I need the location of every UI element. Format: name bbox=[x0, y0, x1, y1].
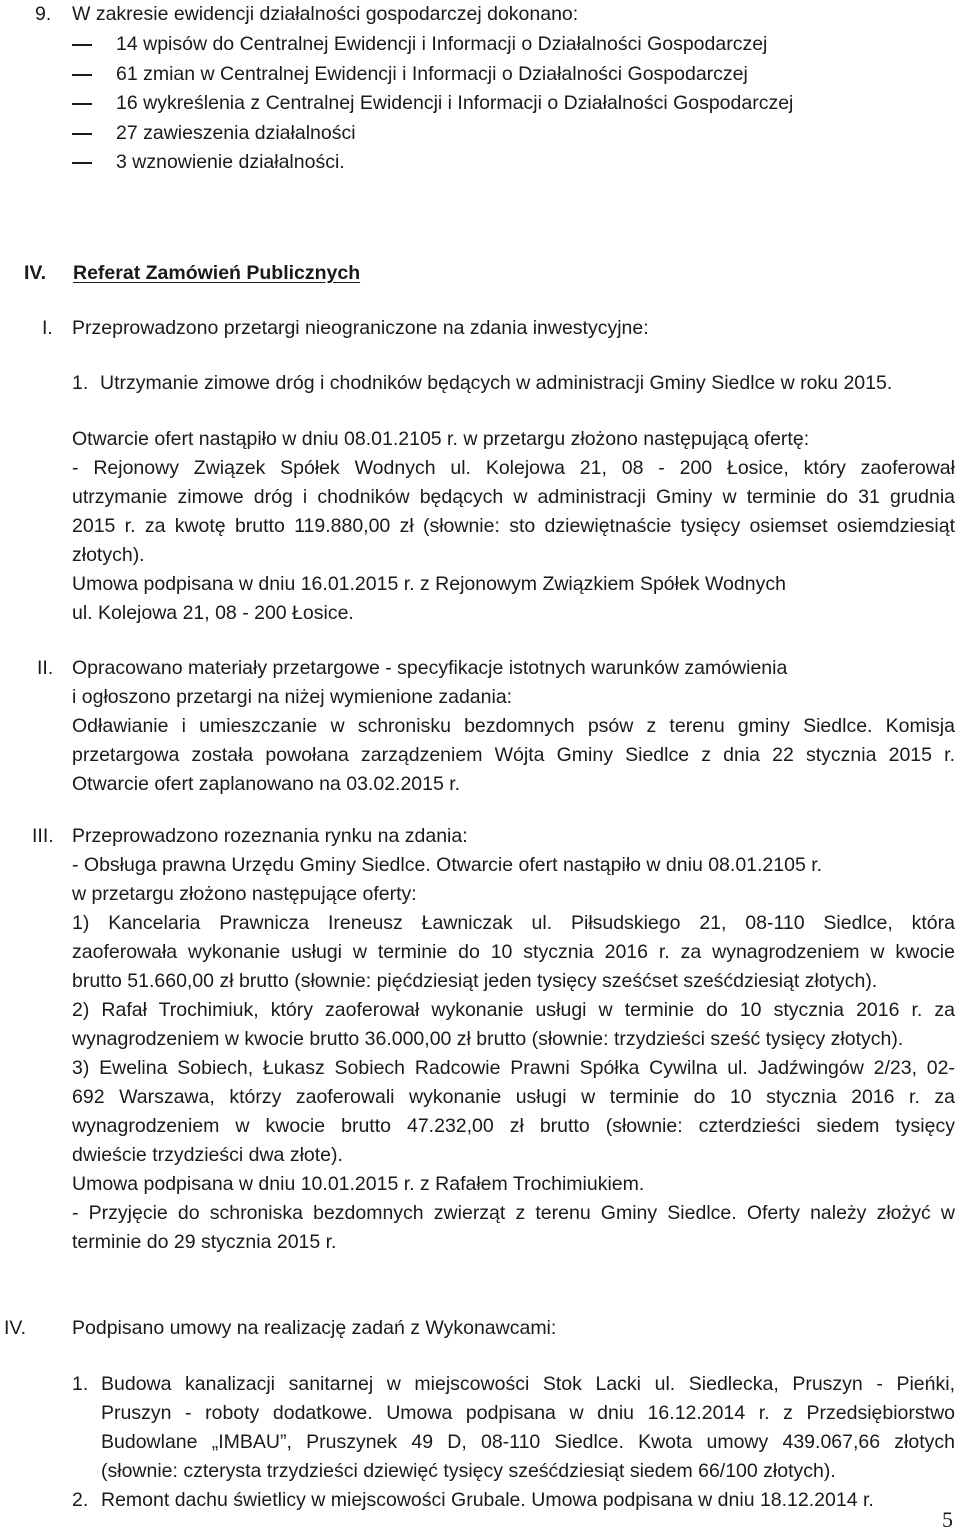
dash-bullet-icon bbox=[72, 133, 92, 135]
paragraph-line: dwieście trzydzieści dwa złote). bbox=[72, 1144, 343, 1166]
part-heading: Podpisano umowy na realizację zadań z Wykonawcami: bbox=[72, 1317, 557, 1339]
contract-item-number: 2. bbox=[72, 1489, 89, 1511]
paragraph-line: 692 Warszawa, którzy zaoferowali wykonanie usługi w terminie do 10 stycznia 2016 r. za bbox=[72, 1086, 955, 1108]
paragraph-line: w przetargu złożono następujące oferty: bbox=[72, 883, 417, 905]
paragraph-line: 1) Kancelaria Prawnicza Ireneusz Ławniczak ul. Piłsudskiego 21, 08-110 Siedlce, która bbox=[72, 912, 955, 934]
dash-bullet-icon bbox=[72, 162, 92, 164]
contract-item-line: Budowlane „IMBAU”, Pruszynek 49 D, 08-110 Siedlce. Kwota umowy 439.067,66 złotych bbox=[101, 1431, 955, 1453]
contract-item-line: Remont dachu świetlicy w miejscowości Grubale. Umowa podpisana w dniu 18.12.2014 r. bbox=[101, 1489, 874, 1511]
paragraph-line: przetargowa została powołana zarządzeniem Wójta Gminy Siedlce z dnia 22 stycznia 2015 r. bbox=[72, 744, 955, 766]
paragraph-line: 3) Ewelina Sobiech, Łukasz Sobiech Radcowie Prawni Spółka Cywilna ul. Jadźwingów 2/23, 02- bbox=[72, 1057, 955, 1079]
paragraph-line: zaoferowała wykonanie usługi w terminie do 10 stycznia 2016 r. za wynagrodzeniem w kwocie bbox=[72, 941, 955, 963]
paragraph-line: - Przyjęcie do schroniska bezdomnych zwierząt z terenu Gminy Siedlce. Oferty należy złożyć w bbox=[72, 1202, 955, 1224]
paragraph-line: Umowa podpisana w dniu 16.01.2015 r. z Rejonowym Związkiem Spółek Wodnych bbox=[72, 573, 786, 595]
bullet-item: 27 zawieszenia działalności bbox=[116, 122, 356, 144]
part-heading: Przeprowadzono przetargi nieograniczone na zdania inwestycyjne: bbox=[72, 317, 649, 339]
paragraph-line: - Rejonowy Związek Spółek Wodnych ul. Kolejowa 21, 08 - 200 Łosice, który zaoferował bbox=[72, 457, 955, 479]
contract-item-number: 1. bbox=[72, 1373, 89, 1395]
contract-item-line: (słownie: czterysta trzydzieści dziewięć tysięcy sześćdziesiąt siedem 66/100 złotych). bbox=[101, 1460, 836, 1482]
page-number: 5 bbox=[942, 1507, 953, 1532]
part-numeral: I. bbox=[42, 317, 53, 339]
section-numeral: IV. bbox=[24, 262, 47, 284]
bullet-item: 14 wpisów do Centralnej Ewidencji i Informacji o Działalności Gospodarczej bbox=[116, 33, 768, 55]
item-9-intro: W zakresie ewidencji działalności gospodarczej dokonano: bbox=[72, 3, 579, 25]
paragraph-line: terminie do 29 stycznia 2015 r. bbox=[72, 1231, 337, 1253]
paragraph-line: brutto 51.660,00 zł brutto (słownie: pięćdziesiąt jeden tysięcy sześćset sześćdziesiąt złotych). bbox=[72, 970, 878, 992]
item-title: Utrzymanie zimowe dróg i chodników będących w administracji Gminy Siedlce w roku 2015. bbox=[100, 372, 893, 394]
item-9-number: 9. bbox=[35, 3, 52, 25]
paragraph-line: złotych). bbox=[72, 544, 145, 566]
paragraph-line: Odławianie i umieszczanie w schronisku bezdomnych psów z terenu gminy Siedlce. Komisja bbox=[72, 715, 955, 737]
paragraph-line: 2015 r. za kwotę brutto 119.880,00 zł (słownie: sto dziewiętnaście tysięcy osiemset osiemdziesiąt bbox=[72, 515, 955, 537]
paragraph-line: 2) Rafał Trochimiuk, który zaoferował wykonanie usługi w terminie do 10 stycznia 2016 r. za bbox=[72, 999, 955, 1021]
paragraph-line: Otwarcie ofert zaplanowano na 03.02.2015 r. bbox=[72, 773, 461, 795]
paragraph-line: Otwarcie ofert nastąpiło w dniu 08.01.2105 r. w przetargu złożono następującą ofertę: bbox=[72, 428, 810, 450]
dash-bullet-icon bbox=[72, 103, 92, 105]
part-numeral: II. bbox=[37, 657, 54, 679]
bullet-item: 3 wznowienie działalności. bbox=[116, 151, 345, 173]
bullet-item: 61 zmian w Centralnej Ewidencji i Informacji o Działalności Gospodarczej bbox=[116, 63, 748, 85]
section-title: Referat Zamówień Publicznych bbox=[73, 262, 361, 284]
dash-bullet-icon bbox=[72, 74, 92, 76]
paragraph-line: i ogłoszono przetargi na niżej wymienione zadania: bbox=[72, 686, 513, 708]
paragraph-line: Opracowano materiały przetargowe - specyfikacje istotnych warunków zamówienia bbox=[72, 657, 788, 679]
paragraph-line: wynagrodzeniem w kwocie brutto 47.232,00 zł brutto (słownie: czterdzieści siedem tysięcy bbox=[72, 1115, 955, 1137]
dash-bullet-icon bbox=[72, 44, 92, 46]
paragraph-line: Przeprowadzono rozeznania rynku na zdania: bbox=[72, 825, 468, 847]
paragraph-line: - Obsługa prawna Urzędu Gminy Siedlce. Otwarcie ofert nastąpiło w dniu 08.01.2105 r. bbox=[72, 854, 823, 876]
paragraph-line: utrzymanie zimowe dróg i chodników będących w administracji Gminy w terminie do 31 grudnia bbox=[72, 486, 955, 508]
contract-item-line: Budowa kanalizacji sanitarnej w miejscowości Stok Lacki ul. Siedlecka, Pruszyn - Pieńki, bbox=[101, 1373, 955, 1395]
part-numeral: IV. bbox=[4, 1317, 27, 1339]
paragraph-line: wynagrodzeniem w kwocie brutto 36.000,00 zł brutto (słownie: trzydzieści sześć tysięcy złotych). bbox=[72, 1028, 904, 1050]
contract-item-line: Pruszyn - roboty dodatkowe. Umowa podpisana w dniu 16.12.2014 r. z Przedsiębiorstwo bbox=[101, 1402, 955, 1424]
item-number: 1. bbox=[72, 372, 89, 394]
paragraph-line: ul. Kolejowa 21, 08 - 200 Łosice. bbox=[72, 602, 354, 624]
part-numeral: III. bbox=[32, 825, 54, 847]
paragraph-line: Umowa podpisana w dniu 10.01.2015 r. z Rafałem Trochimiukiem. bbox=[72, 1173, 645, 1195]
bullet-item: 16 wykreślenia z Centralnej Ewidencji i Informacji o Działalności Gospodarczej bbox=[116, 92, 794, 114]
